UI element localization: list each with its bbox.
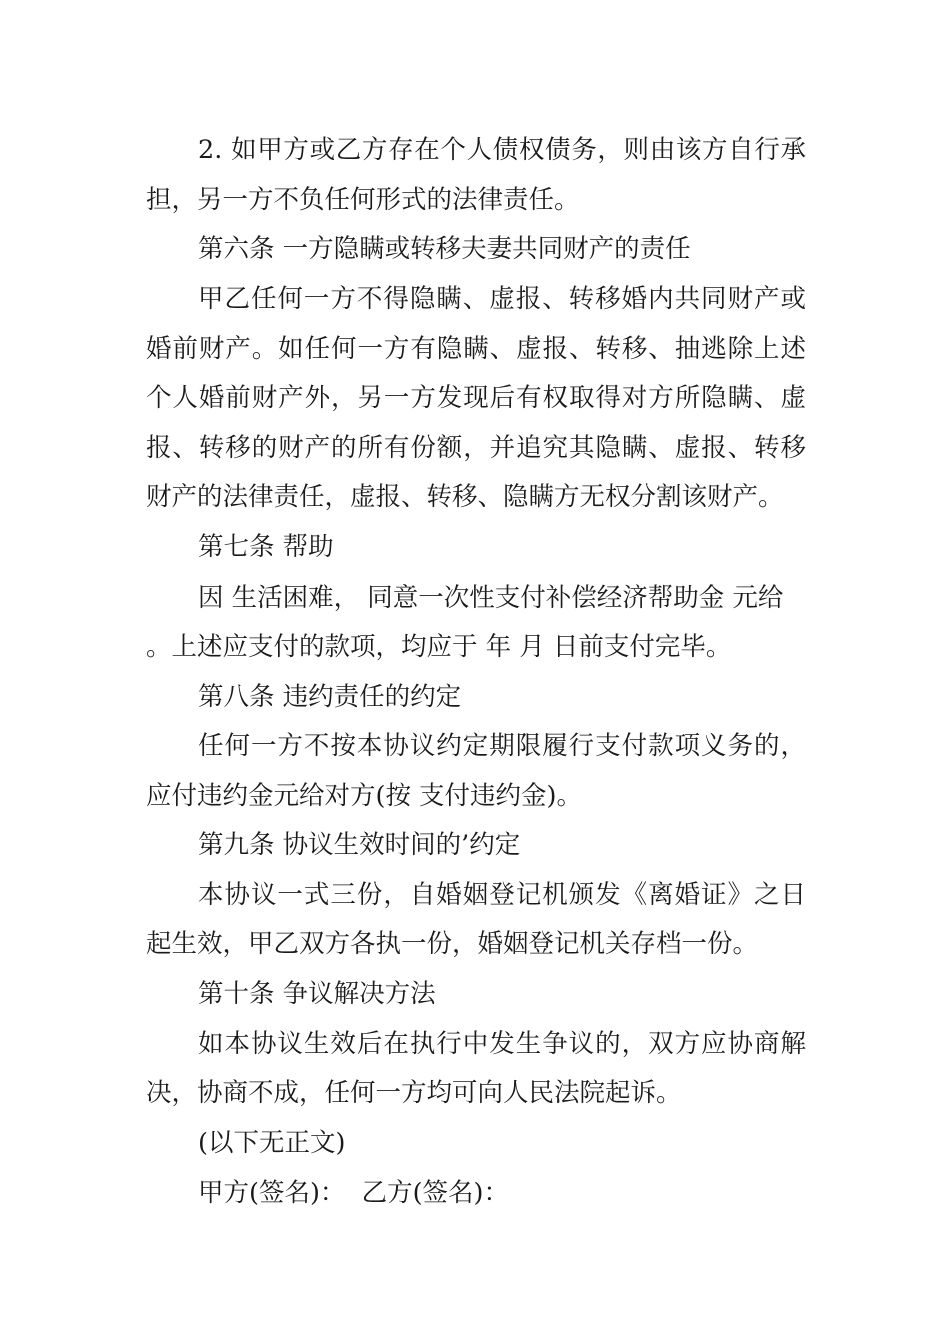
paragraph-line: 财产的法律责任，虚报、转移、隐瞒方无权分割该财产。 <box>146 482 784 512</box>
signature-line: 甲方(签名)： 乙方(签名)： <box>198 1178 510 1208</box>
paragraph-line: 本协议一式三份，自婚姻登记机颁发《离婚证》之日 <box>198 880 806 910</box>
paragraph-line: 婚前财产。如任何一方有隐瞒、虚报、转移、抽逃除上述 <box>146 334 806 364</box>
paragraph-line: 如本协议生效后在执行中发生争议的，双方应协商解 <box>198 1029 806 1059</box>
paragraph-line: 担，另一方不负任何形式的法律责任。 <box>146 185 580 215</box>
article-heading: 第七条 帮助 <box>198 532 334 562</box>
end-note: (以下无正文) <box>198 1128 346 1158</box>
paragraph-line: 因 生活困难， 同意一次性支付补偿经济帮助金 元给 <box>198 583 784 613</box>
article-heading: 第八条 违约责任的约定 <box>198 682 462 712</box>
article-heading: 第六条 一方隐瞒或转移夫妻共同财产的责任 <box>198 234 691 264</box>
paragraph-line: 2. 如甲方或乙方存在个人债权债务，则由该方自行承 <box>198 135 806 165</box>
paragraph-line: 决，协商不成，任何一方均可向人民法院起诉。 <box>146 1078 682 1108</box>
paragraph-line: 甲乙任何一方不得隐瞒、虚报、转移婚内共同财产或 <box>198 284 806 314</box>
paragraph-line: 起生效，甲乙双方各执一份，婚姻登记机关存档一份。 <box>146 929 759 959</box>
paragraph-line: 应付违约金元给对方(按 支付违约金)。 <box>146 781 583 811</box>
paragraph-line: 任何一方不按本协议约定期限履行支付款项义务的， <box>198 731 806 761</box>
paragraph-line: 报、转移的财产的所有份额，并追究其隐瞒、虚报、转移 <box>146 433 806 463</box>
paragraph-line: 。上述应支付的款项，均应于 年 月 日前支付完毕。 <box>146 632 732 662</box>
paragraph-line: 个人婚前财产外，另一方发现后有权取得对方所隐瞒、虚 <box>146 383 806 413</box>
article-heading: 第九条 协议生效时间的’约定 <box>198 830 521 860</box>
article-heading: 第十条 争议解决方法 <box>198 979 436 1009</box>
